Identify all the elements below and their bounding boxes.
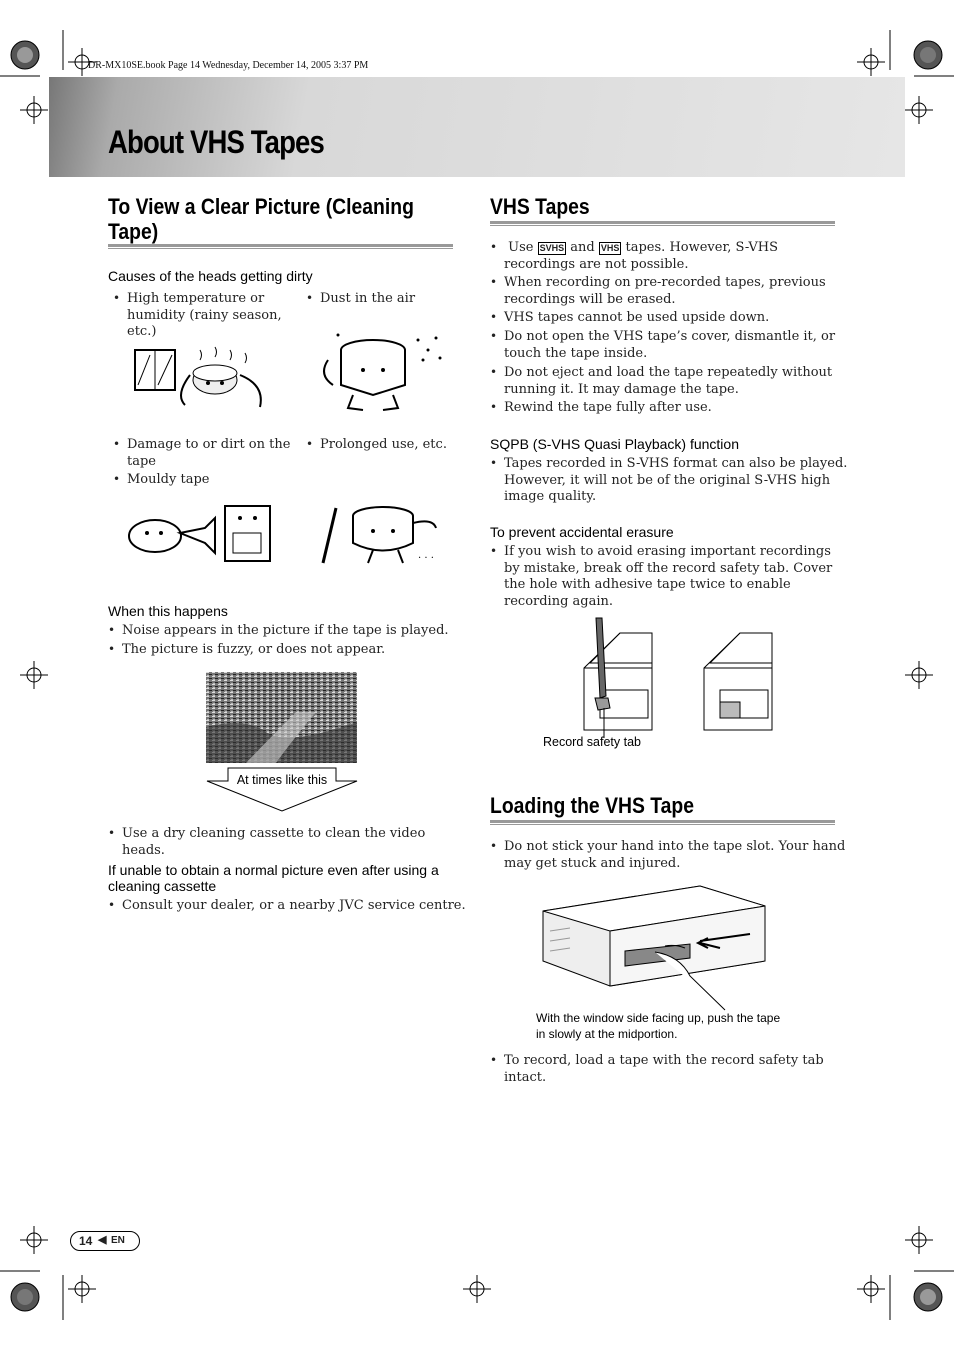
cause-dust: • Dust in the air bbox=[306, 290, 470, 308]
section-heading-cleaning: To View a Clear Picture (Cleaning Tape) bbox=[108, 194, 414, 244]
page-number-badge bbox=[70, 1231, 140, 1251]
page-title: About VHS Tapes bbox=[108, 124, 324, 160]
vhs-item-do-not-open: • Do not open the VHS tape’s cover, dismantle it, or touch the tape inside. bbox=[490, 328, 849, 362]
safety-tab-label: Record safety tab bbox=[543, 735, 641, 749]
registration-mark-top-right bbox=[914, 41, 942, 69]
cause-damage: • Damage to or dirt on the tape bbox=[113, 436, 305, 470]
vhs-item-use: • Use SVHS and VHS tapes. However, S-VHS recordings are not possible. bbox=[490, 239, 849, 273]
callout-label: At times like this bbox=[236, 773, 328, 787]
language-label: EN bbox=[111, 1235, 125, 1246]
vhs-item-upside-down: • VHS tapes cannot be used upside down. bbox=[490, 309, 849, 327]
cause-humidity: • High temperature or humidity (rainy season, etc.) bbox=[113, 290, 297, 341]
print-header: DR-MX10SE.book Page 14 Wednesday, December 14, 2005 3:37 PM bbox=[88, 60, 369, 71]
prevent-heading: To prevent accidental erasure bbox=[490, 524, 674, 540]
causes-heading: Causes of the heads getting dirty bbox=[108, 268, 313, 284]
vhs-logo: VHS bbox=[600, 243, 620, 253]
when-item-noise: • Noise appears in the picture if the tape is played. bbox=[108, 622, 467, 640]
vhs-item-prerecorded: • When recording on pre-recorded tapes, previous recordings will be erased. bbox=[490, 274, 849, 308]
section-heading-vhs-tapes: VHS Tapes bbox=[490, 194, 590, 219]
loading-item: • Do not stick your hand into the tape slot. Your hand may get stuck and injured. bbox=[490, 838, 849, 872]
when-item-fuzzy: • The picture is fuzzy, or does not appear. bbox=[108, 641, 467, 659]
page-number: 14 bbox=[79, 1234, 93, 1248]
section-rule bbox=[108, 244, 453, 249]
registration-mark-top-left bbox=[11, 41, 39, 69]
vhs-item-rewind: • Rewind the tape fully after use. bbox=[490, 399, 849, 417]
safety-tab-illustration bbox=[580, 618, 780, 733]
old-tape-illustration bbox=[318, 498, 443, 568]
vcr-loading-illustration bbox=[540, 886, 768, 1010]
sqpb-item: • Tapes recorded in S-VHS format can also be played. However, it will not be of the original S-VHS high image quality. bbox=[490, 455, 849, 506]
registration-mark-bottom-left bbox=[11, 1283, 39, 1311]
svg-text:. . .: . . . bbox=[418, 550, 434, 561]
mouldy-tape-illustration bbox=[125, 498, 290, 568]
cause-mould: • Mouldy tape bbox=[113, 471, 297, 489]
noisy-picture-image bbox=[206, 672, 357, 763]
prevent-item: • If you wish to avoid erasing important recordings by mistake, break off the record safety tab. Cover the hole with adhesive tape twice to enable recording again. bbox=[490, 543, 849, 610]
humidity-illustration bbox=[130, 345, 280, 413]
svhs-logo: SVHS bbox=[539, 243, 565, 253]
sqpb-heading: SQPB (S-VHS Quasi Playback) function bbox=[490, 436, 739, 452]
section-rule bbox=[490, 221, 835, 226]
section-heading-loading: Loading the VHS Tape bbox=[490, 793, 695, 818]
consult-dealer: • Consult your dealer, or a nearby JVC service centre. bbox=[108, 897, 472, 915]
vhs-item-do-not-eject: • Do not eject and load the tape repeatedly without running it. It may damage the tape. bbox=[490, 364, 849, 398]
loading-caption: With the window side facing up, push the tape in slowly at the midportion. bbox=[536, 1011, 781, 1041]
record-item: • To record, load a tape with the record safety tab intact. bbox=[490, 1052, 849, 1086]
unable-heading: If unable to obtain a normal picture even after using a cleaning cassette bbox=[108, 862, 439, 894]
dust-illustration bbox=[318, 330, 448, 415]
when-heading: When this happens bbox=[108, 603, 228, 619]
use-cleaning-cassette: • Use a dry cleaning cassette to clean the video heads. bbox=[108, 825, 472, 859]
cause-prolonged-use: • Prolonged use, etc. bbox=[306, 436, 470, 454]
section-rule bbox=[490, 820, 835, 825]
registration-mark-bottom-right bbox=[914, 1283, 942, 1311]
back-arrow-icon: ◀ bbox=[98, 1234, 107, 1246]
